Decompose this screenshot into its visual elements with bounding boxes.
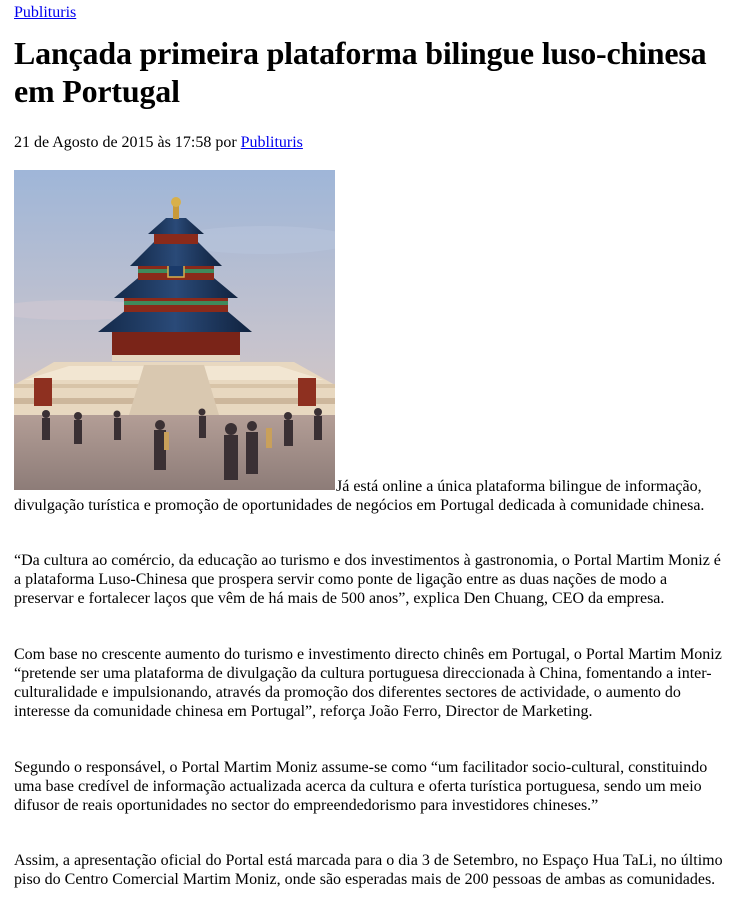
paragraph-intro: Já está online a única plataforma bilingue de informação, divulgação turística e promoção de oportunidades de negócios em Portugal dedicada à comunidade chinesa. xyxy=(14,478,705,514)
paragraph-presentation: Assim, a apresentação oficial do Portal está marcada para o dia 3 de Setembro, no Espaço Hua TaLi, no último piso do Centro Comercial Martim Moniz, onde são esperadas mais de 200 pessoas de ambas as comunidades. xyxy=(14,852,723,888)
temple-of-heaven-photo xyxy=(14,170,335,490)
author-link[interactable]: Publituris xyxy=(240,134,303,151)
paragraph-facilitator: Segundo o responsável, o Portal Martim Moniz assume-se como “um facilitador socio-cultural, constituindo uma base credível de informação actualizada acerca da cultura e oferta turística portuguesa, sendo um meio difusor de reais oportunidades no sector do empreendedorismo para investidores chineses.” xyxy=(14,759,708,814)
paragraph-marketing: Com base no crescente aumento do turismo e investimento directo chinês em Portugal, o Portal Martim Moniz “pretende ser uma plataforma de divulgação da cultura portuguesa direccionada à China, fomentando a inter-culturalidade e impulsionando, através da promoção dos diferentes sectores de actividade, o aumento do interesse da comunidade chinesa em Portugal”, reforça João Ferro, Director de Marketing. xyxy=(14,646,722,720)
article-meta xyxy=(14,133,303,153)
category-link[interactable]: Publituris xyxy=(14,4,77,21)
publish-date: 21 de Agosto de 2015 às 17:58 por xyxy=(14,134,241,151)
article-title: Lançada primeira plataforma bilingue luso-chinesa em Portugal xyxy=(14,35,707,109)
paragraph-quote-ceo: “Da cultura ao comércio, da educação ao turismo e dos investimentos à gastronomia, o Portal Martim Moniz é a plataforma Luso-Chinesa que prospera servir como ponte de ligação entre as duas nações de modo a preservar e fortalecer laços que vêm de há mais de 500 anos”, explica Den Chuang, CEO da empresa. xyxy=(14,552,721,607)
